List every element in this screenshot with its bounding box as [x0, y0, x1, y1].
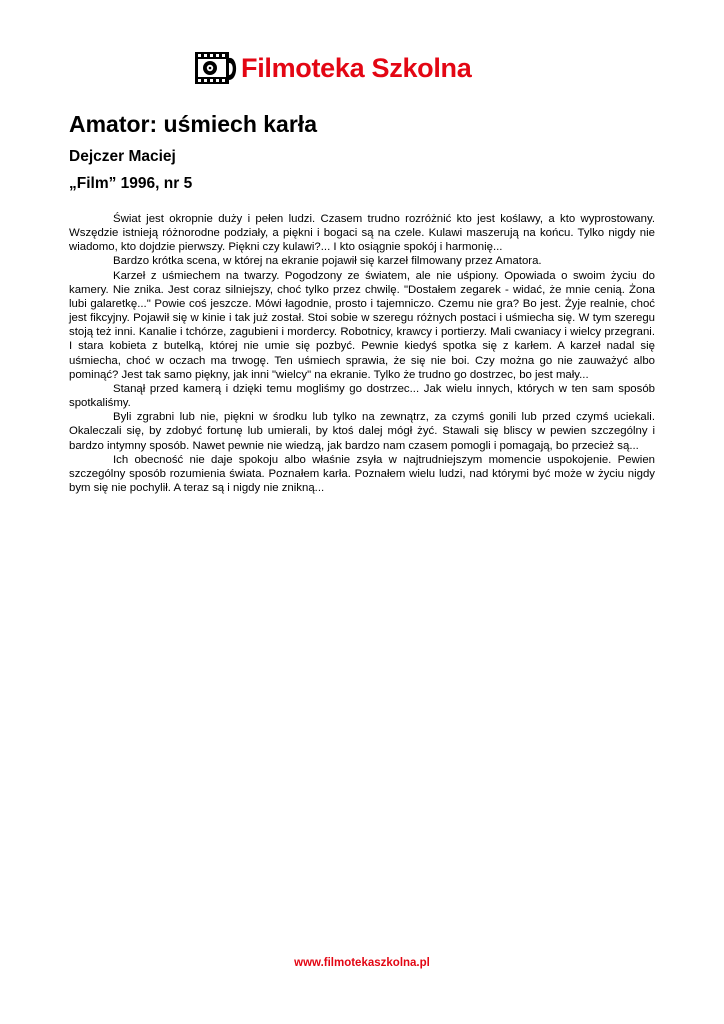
- brand-logo: [194, 50, 471, 86]
- article-paragraph: Bardzo krótka scena, w której na ekranie pojawił się karzeł filmowany przez Amatora.: [113, 255, 542, 268]
- article-source: „Film” 1996, nr 5: [69, 175, 193, 192]
- brand-logo-text: Filmoteka Szkolna: [241, 53, 472, 83]
- article-author: Dejczer Maciej: [69, 148, 176, 165]
- film-reel-camera-icon: [194, 50, 240, 86]
- article-paragraph: Świat jest okropnie duży i pełen ludzi. Czasem trudno rozróżnić kto jest koślawy, a kto wyprostowany. Wszędzie istnieją różnorodne podziały, a piękni i bogaci są na czele. Kulawi maszerują na końcu. Tylko nigdy nie wiadomo, kto dojdzie pierwszy. Piękni czy kulawi?... I kto osiągnie spokój i harmonię...: [69, 213, 655, 254]
- article-paragraph: Byli zgrabni lub nie, piękni w środku lub tylko na zewnątrz, za czymś gonili lub przed czymś uciekali. Okaleczali się, by zdobyć fortunę lub umierali, by ktoś dalej mógł żyć. Stawali się bliscy w pewien szczególny i bardzo intymny sposób. Nawet pewnie nie wiedzą, jak bardzo nam czasem pomogli i pomagają, bo przecież są...: [69, 411, 655, 452]
- footer-url-link[interactable]: www.filmotekaszkolna.pl: [294, 957, 430, 969]
- article-paragraph: Stanął przed kamerą i dzięki temu mogliśmy go dostrzec... Jak wielu innych, których w ten sam sposób spotkaliśmy.: [69, 382, 655, 410]
- article-body: [69, 212, 655, 495]
- article-paragraph: Karzeł z uśmiechem na twarzy. Pogodzony ze światem, ale nie uśpiony. Opowiada o swoim życiu do kamery. Nie znika. Jest coraz silniejszy, choć tylko przez chwilę. "Dostałem zegarek - widać, że mnie cenią. Żona lubi galaretkę..." Powie coś jeszcze. Mówi łagodnie, prosto i tajemniczo. Czemu nie gra? Bo jest. Żyje realnie, choć jest fikcyjny. Pojawił się w kinie i tak już został. Stoi sobie w szeregu różnych postaci i uśmiecha się. W tym szeregu stoją też inni. Kanalie i tchórze, zagubieni i mordercy. Robotnicy, krawcy i portierzy. Mali cwaniacy i wielcy przegrani. I stara kobieta z butelką, której nie umie się pozbyć. Pewnie kiedyś spotka się z karłem. A karzeł nadal się uśmiecha, choć w oczach ma trwogę. Ten uśmiech sprawia, że się nie boi. Czy można go nie zauważyć albo pominąć? Jest tak samo piękny, jak inni "wielcy" na ekranie. Tylko że trudno go dostrzec, bo jest mały...: [69, 269, 655, 381]
- article-title: Amator: uśmiech karła: [69, 111, 317, 137]
- article-paragraph: Ich obecność nie daje spokoju albo właśnie zsyła w najtrudniejszym momencie uspokojenie. Pewien szczególny sposób rozumienia świata. Poznałem karła. Poznałem wielu ludzi, nad którymi być może w życiu nigdy bym się nie pochylił. A teraz są i nigdy nie znikną...: [69, 453, 655, 494]
